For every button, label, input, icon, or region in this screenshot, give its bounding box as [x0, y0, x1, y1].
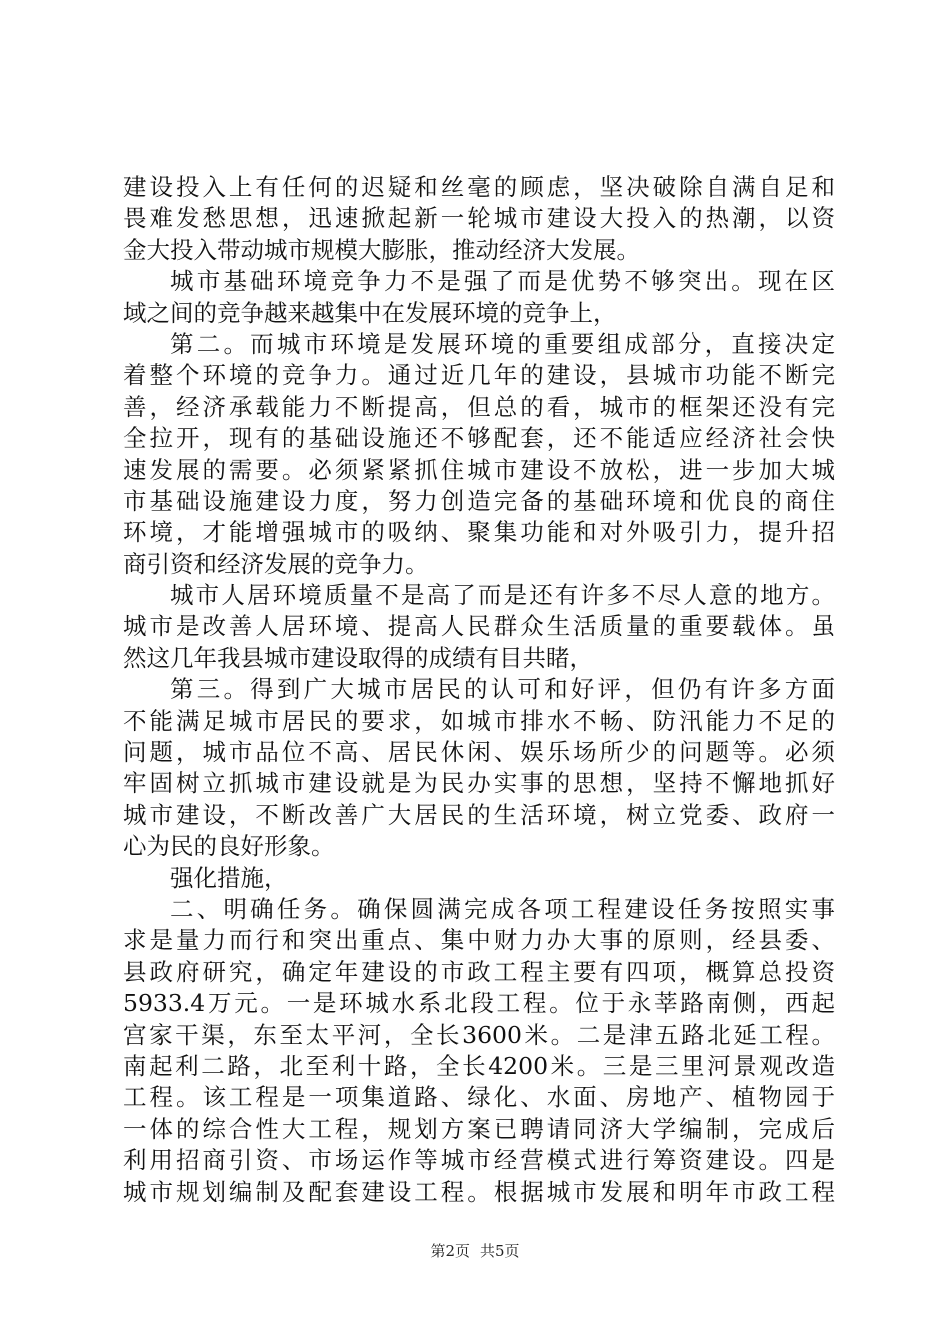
- text-line: 一体的综合性大工程，规划方案已聘请同济大学编制，完成后: [123, 1114, 835, 1143]
- page-number: 第2页: [430, 1242, 470, 1260]
- text-line: 不能满足城市居民的要求，如城市排水不畅、防汛能力不足的: [123, 706, 835, 735]
- text-line: 第二。而城市环境是发展环境的重要组成部分，直接决定: [170, 329, 835, 358]
- text-line: 城市规划编制及配套建设工程。根据城市发展和明年市政工程: [123, 1177, 835, 1206]
- text-line: 然这几年我县城市建设取得的成绩有目共睹，: [123, 643, 593, 672]
- text-line: 第三。得到广大城市居民的认可和好评，但仍有许多方面: [170, 675, 835, 704]
- text-line: 域之间的竞争越来越集中在发展环境的竞争上，: [123, 298, 617, 327]
- text-line: 市基础设施建设力度，努力创造完备的基础环境和优良的商住: [123, 486, 835, 515]
- text-line: 速发展的需要。必须紧紧抓住城市建设不放松，进一步加大城: [123, 455, 835, 484]
- text-line: 县政府研究，确定年建设的市政工程主要有四项，概算总投资: [123, 957, 835, 986]
- text-line: 城市基础环境竞争力不是强了而是优势不够突出。现在区: [170, 267, 835, 296]
- document-body: [123, 172, 835, 1208]
- text-line: 着整个环境的竞争力。通过近几年的建设，县城市功能不断完: [123, 361, 835, 390]
- page-footer: [0, 1240, 950, 1261]
- text-line: 强化措施，: [170, 863, 288, 892]
- text-line: 5933.4万元。一是环城水系北段工程。位于永莘路南侧，西起: [123, 989, 835, 1018]
- text-line: 城市建设，不断改善广大居民的生活环境，树立党委、政府一: [123, 800, 835, 829]
- text-line: 金大投入带动城市规模大膨胀，推动经济大发展。: [123, 235, 640, 264]
- text-line: 牢固树立抓城市建设就是为民办实事的思想，坚持不懈地抓好: [123, 769, 835, 798]
- text-line: 工程。该工程是一项集道路、绿化、水面、房地产、植物园于: [123, 1083, 835, 1112]
- text-line: 二、明确任务。确保圆满完成各项工程建设任务按照实事: [170, 894, 835, 923]
- page-total: 共5页: [480, 1242, 520, 1260]
- text-line: 求是量力而行和突出重点、集中财力办大事的原则，经县委、: [123, 926, 835, 955]
- text-line: 城市人居环境质量不是高了而是还有许多不尽人意的地方。: [170, 581, 835, 610]
- text-line: 善，经济承载能力不断提高，但总的看，城市的框架还没有完: [123, 392, 835, 421]
- text-line: 商引资和经济发展的竞争力。: [123, 549, 429, 578]
- text-line: 宫家干渠，东至太平河，全长3600米。二是津五路北延工程。: [123, 1020, 835, 1049]
- text-line: 畏难发愁思想，迅速掀起新一轮城市建设大投入的热潮，以资: [123, 204, 835, 233]
- text-line: 心为民的良好形象。: [123, 832, 335, 861]
- text-line: 城市是改善人居环境、提高人民群众生活质量的重要载体。虽: [123, 612, 835, 641]
- text-line: 建设投入上有任何的迟疑和丝毫的顾虑，坚决破除自满自足和: [123, 173, 835, 201]
- text-line: 环境，才能增强城市的吸纳、聚集功能和对外吸引力，提升招: [123, 518, 835, 547]
- text-line: 问题，城市品位不高、居民休闲、娱乐场所少的问题等。必须: [123, 738, 835, 767]
- text-line: 南起利二路，北至利十路，全长4200米。三是三里河景观改造: [123, 1051, 835, 1080]
- text-line: 全拉开，现有的基础设施还不够配套，还不能适应经济社会快: [123, 424, 835, 453]
- text-line: 利用招商引资、市场运作等城市经营模式进行筹资建设。四是: [123, 1146, 835, 1175]
